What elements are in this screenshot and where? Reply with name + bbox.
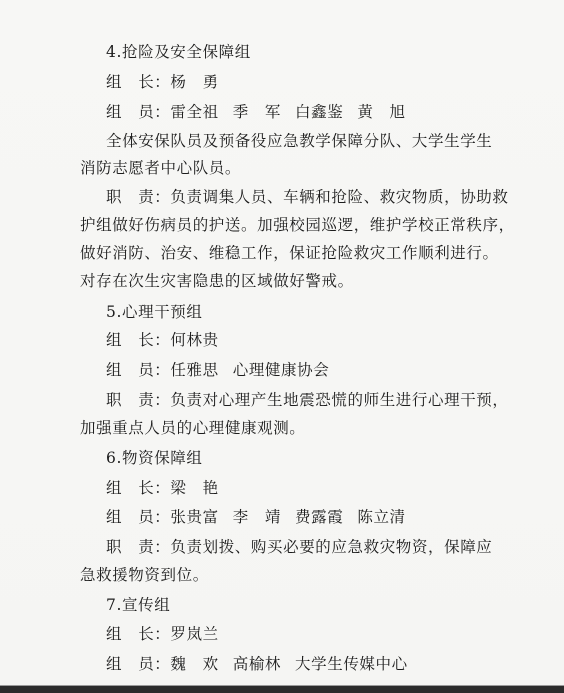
member-name: 费露霞 (295, 508, 344, 526)
leader-line (106, 330, 219, 350)
leader-name: 杨 勇 (170, 73, 219, 91)
duty-line: 职 责：负责划拨、购买必要的应急救灾物资，保障应 (106, 538, 493, 556)
member-name: 雷全祖 (170, 103, 219, 121)
member-name: 黄 旭 (357, 103, 406, 121)
duty-line: 急救援物资到位。 (80, 566, 209, 584)
member-name: 大学生传媒中心 (295, 655, 408, 673)
leader-label: 组 长： (106, 479, 171, 497)
members-line (106, 102, 406, 122)
section-heading: 6.物资保障组 (106, 449, 203, 467)
section-heading: 4.抢险及安全保障组 (106, 43, 251, 61)
member-name: 心理健康协会 (232, 361, 330, 379)
duty-line: 职 责：负责调集人员、车辆和抢险、救灾物质，协助救 (106, 188, 509, 206)
leader-name: 梁 艳 (170, 479, 219, 497)
section-heading: 7.宣传组 (106, 596, 171, 614)
members-line (106, 654, 408, 674)
duty-line: 对存在次生灾害隐患的区域做好警戒。 (80, 272, 354, 290)
members-line (106, 360, 329, 380)
member-name: 任雅思 (170, 361, 219, 379)
member-name: 李 靖 (232, 508, 282, 526)
leader-label: 组 长： (106, 625, 171, 643)
leader-label: 组 长： (106, 331, 171, 349)
duty-line: 职 责：负责对心理产生地震恐慌的师生进行心理干预， (106, 391, 509, 409)
leader-line (106, 478, 219, 498)
member-name: 高榆林 (232, 655, 282, 673)
viewer-bottom-edge (0, 685, 564, 693)
members-label: 组 员： (106, 361, 171, 379)
section-heading: 5.心理干预组 (106, 303, 203, 321)
member-name: 季 军 (232, 103, 282, 121)
duty-line: 做好消防、治安、维稳工作，保证抢险救灾工作顺利进行。 (80, 244, 499, 262)
member-name: 白鑫鉴 (295, 103, 344, 121)
leader-line (106, 72, 219, 92)
member-name: 魏 欢 (170, 655, 219, 673)
members-label: 组 员： (106, 103, 171, 121)
leader-name: 何林贵 (170, 331, 219, 349)
leader-line (106, 624, 219, 644)
leader-label: 组 长： (106, 73, 171, 91)
members-line (106, 507, 406, 527)
duty-line: 加强重点人员的心理健康观测。 (80, 419, 306, 437)
body-text-line: 消防志愿者中心队员。 (80, 159, 242, 177)
member-name: 陈立清 (357, 508, 406, 526)
members-label: 组 员： (106, 655, 171, 673)
duty-line: 护组做好伤病员的护送。加强校园巡逻，维护学校正常秩序， (80, 216, 515, 234)
member-name: 张贵富 (170, 508, 219, 526)
leader-name: 罗岚兰 (170, 625, 219, 643)
members-label: 组 员： (106, 508, 171, 526)
body-text-line: 全体安保队员及预备役应急教学保障分队、大学生学生 (106, 132, 493, 150)
